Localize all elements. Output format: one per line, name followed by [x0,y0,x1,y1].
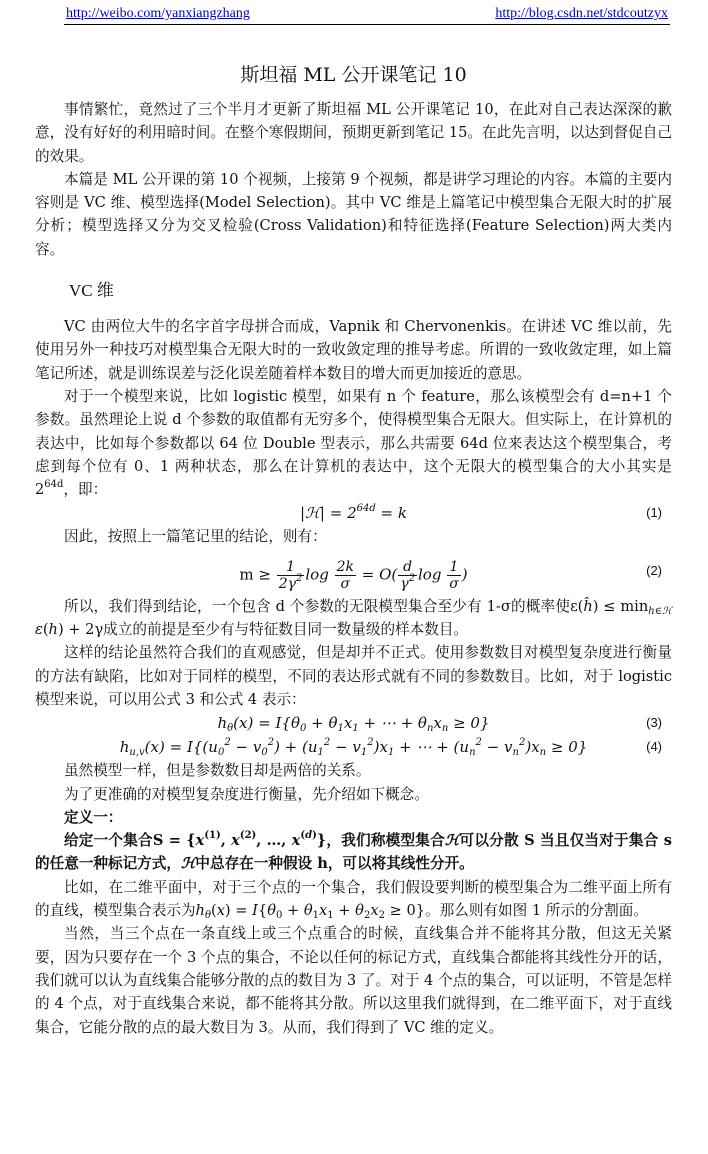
vc-paragraph-9: 当然，当三个点在一条直线上或三个点重合的时候，直线集合并不能将其分散，但这无关紧要，因为只要存在一个 3 个点的集合，不论以任何的标记方式，直线集合都能将其线性分开的话，我们就可以认为直线集合能够分散的点的数目为 3 了。对于 4 个点的集合，可以证明，不管是怎样的 4 个点，对于直线集合来说，都不能将其分散。所以这里我们就得到，在二维平面下，对于直线集合，它能分散的点的最大数目为 3。从而，我们得到了 VC 维的定义。 [35,925,672,1036]
def-set-math: $S = \{x^{(1)}$, $x^{(2)}$, …, $x^{(d)}$} [152,830,327,850]
p4-text-b: 成立的前提是至少有与特征数目同一数量级的样本数目。 [103,621,469,639]
equation-2-body: m ≥ $\frac{1}{2\gamma^2}$ log $\frac{2k}{\sigma}$ = O( $\frac{d}{\gamma^2}$ log $\frac{1}{\sigma}$ ) [239,558,468,592]
header-rule [64,24,670,25]
p2-tail: ，即： [63,481,108,499]
p8-text-a: 比如，在二维平面中，对于三个点的一个集合，我们假设要判断的模型集合为二维平面上所有的直线，模型集合表示为 [35,878,672,920]
p8-inline-math: $h_\theta(x) = I\{\theta_0 + \theta_1x_1 + \theta_2x_2 \ge 0\}$ [195,902,426,922]
def-text-a: 给定一个集合 [64,832,153,850]
p4-inline-math: ε(ĥ) ≤ $\min_{h\in ℋ} \varepsilon(h) + 2\gamma$ [35,597,672,639]
vc-paragraph-6: 虽然模型一样，但是参数数目却是两倍的关系。 [64,762,371,780]
vc-paragraph-4 [35,595,672,642]
p2-text: 对于一个模型来说，比如 logistic 模型，如果有 n 个 feature，那么该模型会有 d=n+1 个参数。虽然理论上说 d 个参数的取值都有无穷多个，使得模型集合无限大。但实际上，在计算机的表达中，比如每个参数都以 64 位 Double 型表示，那么共需要 64d 位来表达这个模型集合，考虑到每个位有 0、1 两种状态，那么在计算机的表达中，这个无限大的模型集合的大小其实是 2 [35,387,672,499]
def-text-c: 可以分散 S 当且仅当对于集合 s 的任意一种标记方式， [35,832,672,873]
equation-4 [35,735,672,759]
p4-text-a: 所以，我们得到结论，一个包含 d 个参数的无限模型集合至少有 1-σ的概率使 [64,597,571,615]
vc-paragraph-5: 这样的结论虽然符合我们的直观感觉，但是却并不正式。使用参数数目对模型复杂度进行衡量的方法有缺陷，比如对于同样的模型，不同的表达形式就有不同的参数数目。比如，对于 logistic 模型来说，可以用公式 3 和公式 4 表示： [35,644,672,708]
equation-2 [35,549,672,595]
definition-text [35,829,672,876]
equation-3 [35,711,672,735]
intro-paragraph-2: 本篇是 ML 公开课的第 10 个视频，上接第 9 个视频，都是讲学习理论的内容。本篇的主要内容则是 VC 维、模型选择(Model Selection)。其中 VC 维是上篇笔记中模型集合无限大时的扩展分析；模型选择又分为交叉检验(Cross Validation)和特征选择(Feature Selection)两大类内容。 [35,170,672,258]
p8-text-b: 。那么则有如图 1 所示的分割面。 [425,902,648,920]
heading-latin: VC [69,281,93,301]
def-text-d: 中总存在一种假设 h，可以将其线性分开。 [195,855,474,873]
vc-paragraph-7: 为了更准确的对模型复杂度进行衡量，先介绍如下概念。 [64,785,429,803]
intro-paragraph-1: 事情繁忙，竟然过了三个半月才更新了斯坦福 ML 公开课笔记 10，在此对自己表达深深的歉意，没有好好的利用暗时间。在整个寒假期间，预期更新到笔记 15。在此先言明，以达到督促自己的效果。 [35,101,672,165]
equation-3-number: (3) [646,715,662,731]
def-h-math: ℋ [444,832,460,850]
equation-4-body: $h_{u,v}(x) = I\{(u_0^2 - v_0^2) + (u_1^2 - v_1^2)x_1$ + ⋯ + $(u_n^2 - v_n^2)x_n \ge 0$} [119,737,588,759]
def-h-math-2: ℋ [180,855,196,873]
vc-paragraph-8 [35,876,672,923]
blog-link[interactable]: http://blog.csdn.net/stdcoutzyx [495,6,668,21]
page-title: 斯坦福 ML 公开课笔记 10 [240,64,467,86]
equation-1-number: (1) [646,505,662,521]
vc-paragraph-1: VC 由两位大牛的名字首字母拼合而成，Vapnik 和 Chervonenkis。在讲述 VC 维以前，先使用另外一种技巧对模型集合无限大时的一致收敛定理的推导考虑。所谓的一致收敛定理，如上篇笔记所述，就是训练误差与泛化误差随着样本数目的增大而更加接近的意思。 [35,318,672,382]
equation-4-number: (4) [646,739,662,755]
definition-label: 定义一： [64,808,123,826]
equation-1-body: |ℋ| = $2^{64d} = k$ [300,503,407,523]
vc-paragraph-3: 因此，按照上一篇笔记里的结论，则有： [64,528,327,546]
equation-3-body: $h_\theta(x) = I\{\theta_0 + \theta_1x_1$ + ⋯ + $\theta_nx_n \ge 0$} [217,714,490,735]
p2-exponent: 64d [44,479,64,491]
equation-2-number: (2) [646,562,662,578]
equation-1 [35,501,672,525]
section-heading [69,279,672,303]
def-text-b: ，我们称模型集合 [326,832,445,850]
heading-cn: 维 [92,281,114,301]
weibo-link[interactable]: http://weibo.com/yanxiangzhang [66,6,250,21]
document-body [35,62,672,1039]
vc-paragraph-2 [35,385,672,501]
